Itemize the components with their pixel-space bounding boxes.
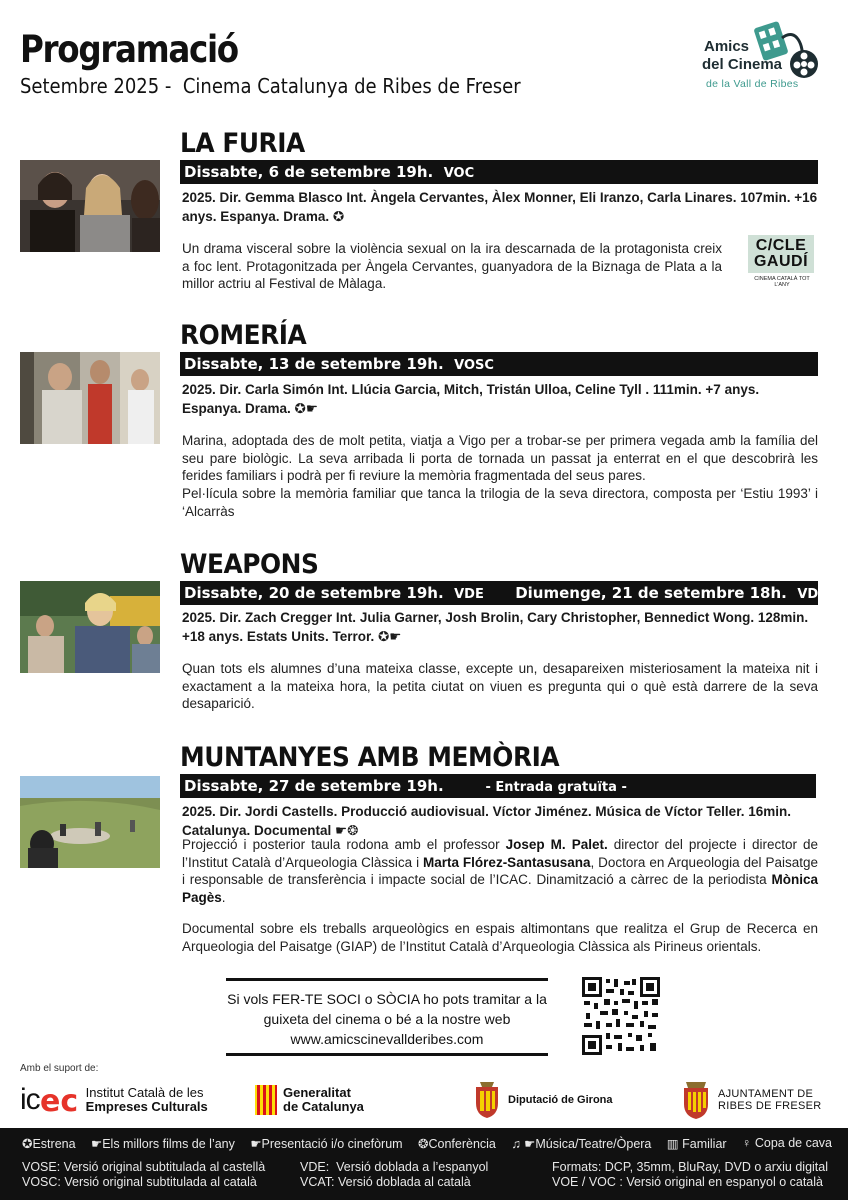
screening-bar-weapons: [180, 581, 828, 605]
version-badge: VDE: [454, 587, 484, 602]
legend-vose: VOSE: Versió original subtitulada al castellà: [22, 1160, 266, 1174]
legend-icons-row: [22, 1136, 832, 1151]
icec-line-1: Institut Català de les: [85, 1085, 204, 1100]
legend-dubbing: [300, 1160, 488, 1190]
film-info-weapons: 2025. Dir. Zach Cregger Int. Julia Garner, Josh Brolin, Cary Christopher, Bennedict Wong. 128min. +18 anys. Estats Units. Terror. ✪☛: [182, 610, 809, 644]
legend-estrena: ✪Estrena: [22, 1137, 76, 1151]
film-description-romeria: Marina, adoptada des de molt petita, viatja a Vigo per a trobar-se per primera vegada amb la família del seu pare biològic. La seva arribada li porta de tornada un passat ja enterrat en el que descobrirà les ferides familiars i podrà per fi reviure la memòria fragmentada del seus pares.: [182, 433, 818, 483]
weapons-still: [20, 581, 160, 673]
svg-text:ec: ec: [39, 1085, 78, 1115]
legend-millors-films: ☛Els millors films de l’any: [91, 1137, 235, 1151]
film-description-weapons: Quan tots els alumnes d’una mateixa classe, excepte un, desapareixen misteriosament la mateixa nit i exactament a la mateixa hora, la petita ciutat on viuen es pregunta qui o què està darrere de la seva desaparició.: [182, 661, 818, 711]
screening-date-2: Diumenge, 21 de setembre 18h.: [515, 584, 787, 602]
legend-musica: ♫ ☛Música/Teatre/Òpera: [511, 1137, 652, 1151]
speaker-name: Josep M. Palet.: [505, 837, 608, 852]
legend-presentacio: ☛Presentació i/o cinefòrum: [250, 1137, 403, 1151]
cicle-line-3: CINEMA CATALÀ TOT L’ANY: [754, 276, 810, 288]
membership-url[interactable]: www.amicscinevallderibes.com: [290, 1031, 484, 1047]
legend-formats-line: Formats: DCP, 35mm, BluRay, DVD o arxiu digital: [552, 1160, 829, 1174]
film-info-line-2: Catalunya. Documental ☛❂: [182, 823, 359, 838]
logo-line-2: del Cinema: [702, 56, 783, 73]
legend-subtitles: [22, 1160, 265, 1190]
film-description-muntanyes: Projecció i posterior taula rodona amb el professor Josep M. Palet. director del projecte i director de l’Institut Català d’Arqueologia Clàssica i Marta Flórez-Santasusana, Doctora en Arqueologia del Paisatge i responsable de transferència i impacte social de l’ICAC. Dinamització a càrrec de la periodista Mònica Pagès.: [182, 837, 819, 905]
page-subtitle: Setembre 2025 - Cinema Catalunya de Ribes de Freser: [20, 74, 521, 98]
film-info-romeria: 2025. Dir. Carla Simón Int. Llúcia Garcia, Mitch, Tristán Ulloa, Celine Tyll . 111min. +7 anys. Espanya. Drama. ✪☛: [182, 382, 760, 416]
diputacio-logo: [472, 1078, 613, 1122]
speaker-name: Marta Flórez-Santasusana: [423, 854, 591, 870]
film-info-line-1: 2025. Dir. Jordi Castells. Producció audiovisual. Víctor Jiménez. Música de Víctor Teller. 16min.: [182, 804, 791, 819]
film-description-2-romeria: Pel·lícula sobre la memòria familiar que tanca la trilogia de la seva directora, composta per ‘Estiu 1993’ i ‘Alcarràs: [182, 486, 818, 519]
film-info-muntanyes: [182, 802, 822, 840]
amics-del-cinema-logo: [700, 18, 830, 98]
membership-line-1: Si vols FER-TE SOCI o SÒCIA ho pots tramitar a la: [227, 991, 547, 1007]
logo-line-3: de la Vall de Ribes: [706, 78, 799, 90]
support-label: Amb el suport de:: [20, 1063, 99, 1074]
icec-mark: ic: [20, 1083, 40, 1116]
ajuntament-logo: [680, 1078, 822, 1122]
romeria-still: [20, 352, 160, 444]
qr-code[interactable]: [582, 977, 660, 1055]
film-title-la-furia: LA FURIA: [180, 128, 305, 159]
legend-vcat: VCAT: Versió doblada al català: [300, 1175, 471, 1189]
legend-formats: [552, 1160, 828, 1190]
muntanyes-still: [20, 776, 160, 868]
ajuntament-line-2: RIBES DE FRESER: [718, 1100, 822, 1112]
icec-line-2: Empreses Culturals: [85, 1099, 208, 1114]
footer-legend: [0, 1128, 848, 1200]
ribes-shield-icon: [680, 1080, 712, 1120]
screening-date: Dissabte, 20 de setembre 19h.: [184, 584, 444, 602]
film-info-la-furia: 2025. Dir. Gemma Blasco Int. Àngela Cervantes, Àlex Monner, Eli Iranzo, Carla Linares. 107min. +16 anys. Espanya. Drama. ✪: [182, 190, 818, 224]
screening-date: Dissabte, 13 de setembre 19h.: [184, 355, 444, 373]
cicle-line-2: GAUDÍ: [753, 253, 809, 270]
cicle-gaudi-badge: [748, 235, 816, 288]
membership-box: [226, 978, 548, 1056]
screening-bar-la-furia: [180, 160, 818, 184]
generalitat-line-2: de Catalunya: [283, 1099, 364, 1114]
membership-line-2: guixeta del cinema o bé a la nostre web: [263, 1011, 511, 1027]
entry-note: - Entrada gratuïta -: [485, 780, 627, 795]
logo-line-1: Amics: [704, 38, 750, 55]
diputacio-text: Diputació de Girona: [508, 1094, 613, 1106]
version-badge: VOSC: [454, 358, 494, 373]
girona-shield-icon: [472, 1081, 502, 1119]
generalitat-line-1: Generalitat: [283, 1085, 351, 1100]
ajuntament-line-1: AJUNTAMENT DE: [718, 1088, 814, 1100]
screening-bar-muntanyes: [180, 774, 816, 798]
screening-date: Dissabte, 27 de setembre 19h.: [184, 777, 444, 795]
screening-date: Dissabte, 6 de setembre 19h.: [184, 163, 434, 181]
screening-bar-romeria: [180, 352, 818, 376]
film-title-muntanyes: MUNTANYES AMB MEMÒRIA: [180, 742, 560, 773]
film-title-weapons: WEAPONS: [180, 549, 319, 580]
film-description-2-muntanyes: Documental sobre els treballs arqueològics en espais altimontans que realitza el Grup de Recerca en Arqueologia del Paisatge (GIAP) de l’Institut Català d’Arqueologia Clàssica als Pirineus orientals.: [182, 921, 818, 954]
speaker-name: Mònica Pagès: [182, 872, 818, 905]
legend-vde: VDE: Versió doblada a l’espanyol: [300, 1160, 489, 1174]
film-description-la-furia: Un drama visceral sobre la violència sexual on la ira descarnada de la protagonista creix a foc lent. Protagonitzada per Àngela Cervantes, guanyadora de la Biznaga de Plata a la millor actriu al Festival de Màlaga.: [182, 241, 722, 291]
icec-logo: [20, 1078, 208, 1122]
legend-copa-cava: ♀ Copa de cava: [742, 1136, 832, 1150]
version-badge-2: VDE: [797, 587, 828, 602]
cicle-line-1: C/CLE: [755, 237, 807, 254]
generalitat-logo: [255, 1078, 364, 1122]
legend-familiar: ▥ Familiar: [666, 1137, 727, 1151]
page-title: Programació: [20, 28, 238, 71]
la-furia-still: [20, 160, 160, 252]
icec-ec-icon: [40, 1085, 80, 1115]
version-badge: VOC: [443, 166, 475, 181]
legend-vosc: VOSC: Versió original subtitulada al català: [22, 1175, 257, 1189]
film-title-romeria: ROMERÍA: [180, 320, 307, 351]
legend-voe: VOE / VOC : Versió original en espanyol o català: [552, 1175, 823, 1189]
senyera-icon: [255, 1085, 277, 1115]
legend-conferencia: ❂Conferència: [418, 1137, 496, 1151]
